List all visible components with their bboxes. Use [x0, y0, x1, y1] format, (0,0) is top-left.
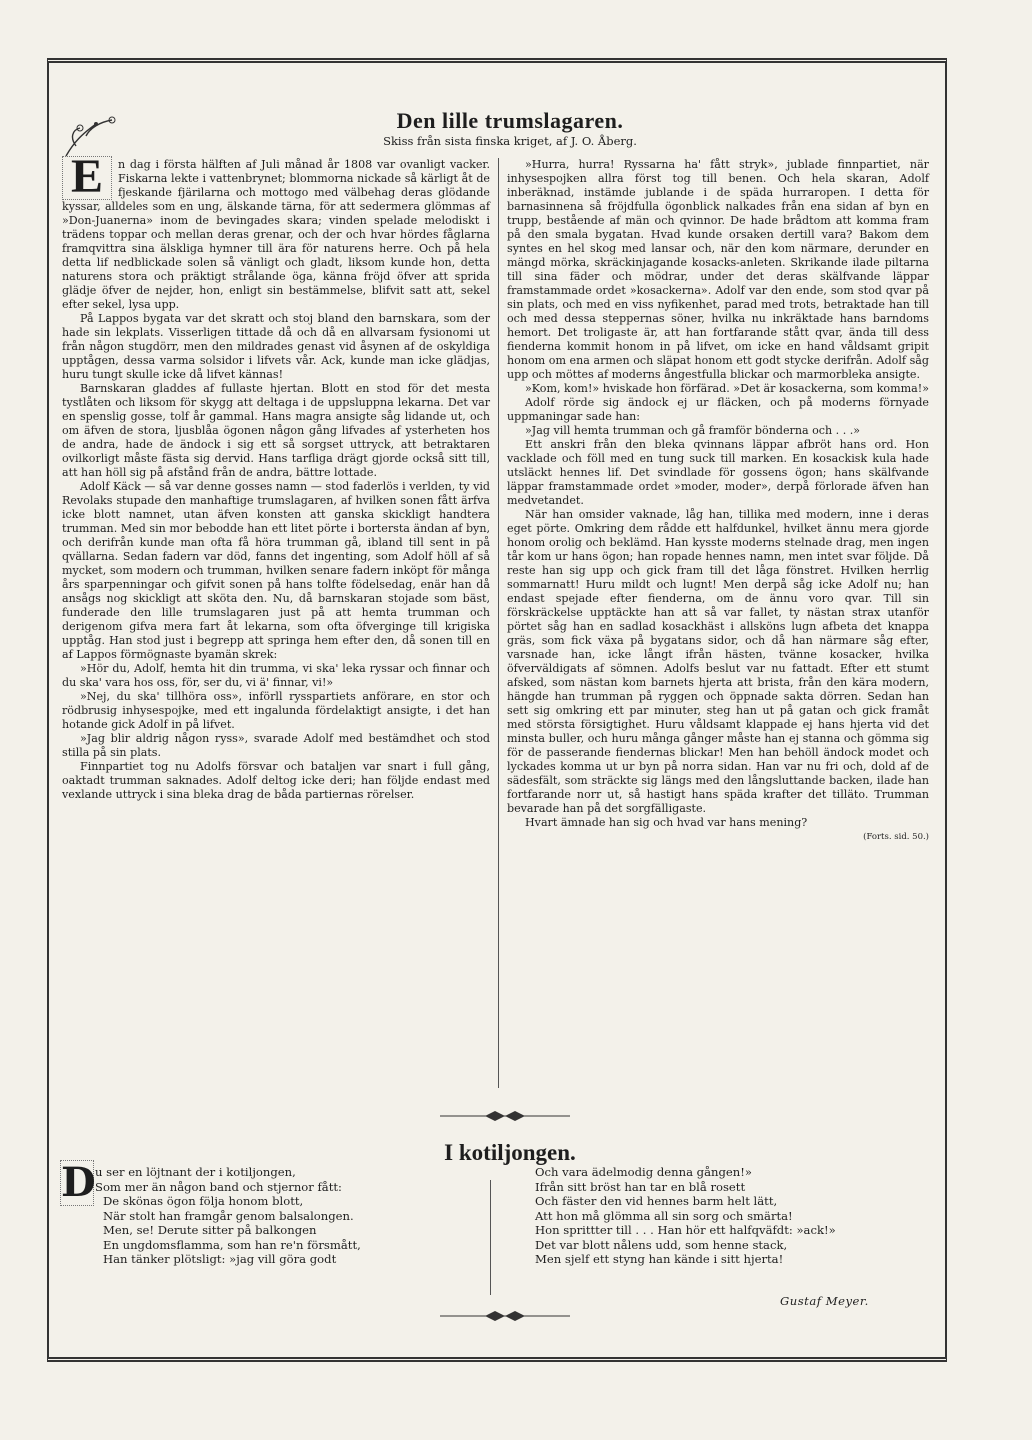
story-paragraph: E n dag i första hälften af Juli månad år 1808 var ovanligt vacker. Fiskarna lekte i vattenbrynet; blommorna nickade så kärligt åt de fjeskande fjärilarna och mottogo med välbehag deras glödande kyssar, alldeles som en ung, älskande tärna, för att sedermera glömmas af »Don-Juanerna» inom de bevingades skara; vinden spelade melodiskt i trädens toppar och mellan deras grenar, och der och hvar hördes fåglarna framqvittra sina älskliga hymner till ära för naturens herre. Och på hela detta lif nedblickade solen så vänligt och gladt, liksom kunde hon, detta naturens stora och präktigt strålande öga, känna fröjd öfver att sprida glädje öfver de nejder, hon, enligt sin bestämmelse, blifvit satt att, sekel efter sekel, lysa upp. [62, 150, 490, 311]
story-paragraph: »Jag vill hemta trumman och gå framför bönderna och . . .» [525, 424, 861, 437]
story-title: Den lille trumslagaren. [396, 108, 624, 133]
column-divider [498, 158, 499, 1088]
divider-ornament-icon [440, 1310, 570, 1322]
poem-line: Han tänker plötsligt: »jag vill göra godt [103, 1252, 337, 1266]
poem-line: Att hon må glömma all sin sorg och smärta! [535, 1208, 793, 1223]
poem-right-stanza [535, 1165, 915, 1267]
story-subtitle: Skiss från sista finska kriget, af J. O. Åberg. [383, 134, 637, 148]
story-paragraph: »Jag blir aldrig någon ryss», svarade Adolf med bestämdhet och stod stilla på sin plats. [62, 732, 490, 759]
poem-line: Och vara ädelmodig denna gången!» [535, 1165, 752, 1179]
story-paragraph: »Hör du, Adolf, hemta hit din trumma, vi ska' leka ryssar och finnar och du ska' vara hos oss, för, ser du, vi ä' finnar, vi!» [62, 662, 490, 689]
continued-note: (Forts. sid. 50.) [863, 832, 929, 842]
story-paragraph: Finnpartiet tog nu Adolfs försvar och bataljen var snart i full gång, oaktadt trumman saknades. Adolf deltog icke deri; han följde endast med vexlande uttryck i sina bleka drag de båda partiernas rörelser. [62, 760, 490, 801]
story-paragraph: Adolf Käck — så var denne gosses namn — stod faderlös i verlden, ty vid Revolaks stupade den manhaftige trumslagaren, af hvilken sonen fått ärfva icke blott namnet, utan äfven konsten att ganska skickligt handtera trumman. Med sin mor bebodde han ett litet pörte i bortersta ändan af byn, och derifrån kunde man ofta få höra trumman gå, ibland till sent in på qvällarna. Sedan fadern var död, fanns det ingenting, som Adolf höll af så mycket, som modern och trumman, hvilken senare fadern inköpt för många års sparpenningar och gifvit sonen på hans tolfte födelsedag, enär han då ansågs nog skickligt att sköta den. Nu, då barnskaran stojade som bäst, funderade den lille trumslagaren just på att hemta trumman och derigenom gifva mera fart åt lekarna, som ofta öfverginge till krigiska upptåg. Han stod just i begrepp att springa hem efter den, då sonen till en af Lappos förmögnaste byamän skrek: [62, 480, 490, 661]
poem-line: Hon sprittter till . . . Han hör ett halfqväfdt: »ack!» [535, 1223, 836, 1237]
story-paragraph: Barnskaran gladdes af fullaste hjertan. Blott en stod för det mesta tystlåten och liksom för skygg att deltaga i de uppsluppna lekarna. Det var en spenslig gosse, tolf år gammal. Hans magra ansigte såg lidande ut, och om äfven de stora, ljusblåa ögonen någon gång lifvades af ysterheten hos de andra, hade de ändock i sig ett så sorgset uttryck, att betraktaren ovilkorligt måste fästa sig dervid. Hans tarfliga drägt gjorde också sitt till, att han höll sig på afstånd från de andra, bättre lottade. [62, 382, 490, 479]
divider-ornament-icon [440, 1110, 570, 1122]
poem-line: När stolt han framgår genom balsalongen. [103, 1208, 354, 1223]
poem-author: Gustaf Meyer. [780, 1294, 869, 1308]
story-paragraph: På Lappos bygata var det skratt och stoj bland den barnskara, som der hade sin lekplats. Visserligen tittade då och då en allvarsam fysionomi ut från någon stugdörr, men den mildrades genast vid åsynen af de oskyldiga upptågen, dessa varma solsidor i lifvets vår. Ack, kunde man icke glädjas, huru tungt skulle icke då lifvet kännas! [62, 312, 490, 381]
poem-line: Men, se! Derute sitter på balkongen [103, 1223, 317, 1237]
poem-line: En ungdomsflamma, som han re'n försmått, [103, 1237, 361, 1252]
story-paragraph: »Nej, du ska' tillhöra oss», införll rysspartiets anförare, en stor och rödbrusig inhysespojke, med ett ingalunda fördelaktigt ansigte, i det han hotande gick Adolf in på lifvet. [62, 690, 490, 731]
story-right-column [507, 158, 929, 1108]
poem-divider [490, 1180, 491, 1295]
story-paragraph: När han omsider vaknade, låg han, tillika med modern, inne i deras eget pörte. Omkring dem rådde ett halfdunkel, hvilket ännu mera gjorde honom orolig och beklämd. Han kysste moderns stelnade drag, men ingen tår kom ur hans ögon; han ropade hennes namn, men intet svar följde. Då reste han sig upp och gick fram till det låga fönstret. Hvilken herrlig sommarnatt! Huru mildt och lugnt! Men derpå såg icke Adolf nu; han endast spejade efter fienderna, om de ännu voro qvar. Till sin förskräckelse upptäckte han att så var fallet, ty nästan strax utanför pörtet såg han en sadlad kosackhäst i allsköns lugn afbeta det knappa gräs, som fick växa på bygatans sidor, och då han närmare såg efter, varsnade han, icke långt ifrån hästen, tvänne kosacker, hvilka öfverväldigats af sömnen. Adolfs beslut var nu fattadt. Efter ett stumt afsked, som nästan kom barnets hjerta att brista, från den kära modern, hängde han trumman på ryggen och öppnade sakta dörren. Sedan han sett sig omkring ett par minuter, steg han ut på gatan och gick framåt med största försigtighet. Huru våldsamt klappade ej hans hjerta vid det minsta buller, och huru många gånger måste han ej stanna och gömma sig för de passerande fiendernas blickar! Men han behöll ändock modet och lyckades komma ut ur byn på norra sidan. Han var nu fri och, dold af de sädesfält, som sträckte sig längs med den långsluttande backen, ilade han fortfarande norr ut, så hastigt hans späda krafter det tilläto. Trumman bevarade han på det sorgfälligaste. [507, 508, 929, 815]
story-left-column [62, 150, 490, 1108]
poem-line: Som mer än någon band och stjernor fått: [95, 1179, 342, 1194]
poem-dropcap: D [61, 1159, 96, 1206]
poem-left-stanza [95, 1165, 465, 1267]
poem-line: De skönas ögon följa honom blott, [103, 1194, 304, 1208]
dropcap: E [62, 156, 112, 200]
story-paragraph: »Hurra, hurra! Ryssarna ha' fått stryk», jublade finnpartiet, när inhysespojken allra först tog till benen. Och hela skaran, Adolf inberäknad, instämde jublande i de späda hurraropen. I detta för barnasinnena så fröjdfulla ögonblick nalkades från ena sidan af byn en trupp, bestående af män och qvinnor. De hade brådtom att komma fram på den smala bygatan. Hvad kunde orsaken dertill vara? Bakom dem syntes en hel skog med lansar och, när den kom närmare, derunder en mängd mörka, skräckinjagande kosacks-anleten. Skrikande ilade piltarna till sina fäder och mödrar, under det deras skälfvande läppar framstammade ordet »kosackerna». Adolf var den ende, som stod qvar på sin plats, och med en viss nyfikenhet, parad med trots, betraktade han till och med dessa steppernas söner, hvilka nu inkräktade hans barndoms hemort. Det troligaste är, att han fortfarande stått qvar, ända till dess fienderna kommit honom in på lifvet, om icke en hand våldsamt gripit honom om ena armen och släpat honom ett godt stycke derifrån. Adolf såg upp och möttes af moderns ångestfulla blickar och marmorbleka ansigte. [507, 158, 929, 381]
story-paragraph: Adolf rörde sig ändock ej ur fläcken, och på moderns förnyade uppmaningar sade han: [507, 396, 929, 423]
poem-line: Men sjelf ett styng han kände i sitt hjerta! [535, 1252, 784, 1266]
poem-line: Och fäster den vid hennes barm helt lätt, [535, 1194, 778, 1208]
poem-title: I kotiljongen. [444, 1140, 576, 1165]
poem-line: Det var blott nålens udd, som henne stack, [535, 1237, 788, 1252]
story-paragraph: »Kom, kom!» hviskade hon förfärad. »Det är kosackerna, som komma!» [525, 382, 929, 395]
story-paragraph: Ett anskri från den bleka qvinnans läppar afbröt hans ord. Hon vacklade och föll med en tung suck till marken. En kosackisk kula hade utsläckt hennes lif. Det svindlade för gossens ögon; hans skälfvande läppar framstammade ordet »moder, moder», derpå förlorade äfven han medvetandet. [507, 438, 929, 507]
story-paragraph: Hvart ämnade han sig och hvad var hans mening? [525, 816, 808, 829]
poem-line: u ser en löjtnant der i kotiljongen, [95, 1165, 296, 1179]
poem-line: Ifrån sitt bröst han tar en blå rosett [535, 1179, 746, 1194]
